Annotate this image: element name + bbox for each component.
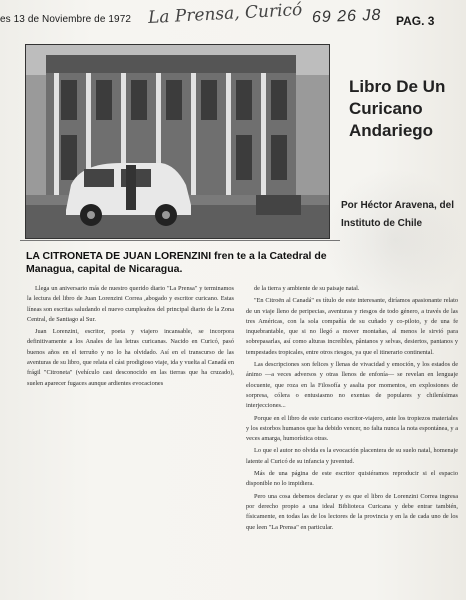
byline-line: Instituto de Chile <box>341 218 423 229</box>
article-byline <box>341 197 465 233</box>
paragraph: Pero una cosa debemos declarar y es que el libro de Lorenzini Correa ingresa por derecho propio a una ideal Biblioteca Curicana y debe entrar también, físicamente, en todas las de los lectores de la provincia y en la de cada uno de los que leen "La Prensa" en particular. <box>246 492 458 531</box>
article-column-1 <box>27 284 234 391</box>
divider <box>20 240 340 241</box>
article-title-line: Libro De Un <box>349 77 446 96</box>
article-column-2 <box>246 284 458 535</box>
byline-line: Por Héctor Aravena, del <box>341 200 455 211</box>
paragraph: Porque en el libro de este curicano escritor-viajero, ante los tropiezos materiales y los estorbos humanos que ha debido vencer, no falta nunca la nota espontánea, y a veces amarga, humorística otras. <box>246 414 458 443</box>
paragraph: "En Citroën al Canadá" es título de este interesante, diríamos apasionante relato de un viaje lleno de peripecias, aventuras y riesgos de todo género, a través de las tres Américas, con la sola compañía de su cuñado y co-piloto, y de una fe inquebrantable, que si no llegó a mover montañas, al menos le sirvió para sobrepasarlas, así como alturas increíbles, pântanos y selvas, desiertos, pantanos y tempestades tropicales, entre otros riesgos, ya que el itinerario continental. <box>246 297 458 356</box>
paragraph: Lo que el autor no olvida es la evocación placentera de su suelo natal, homenaje latente al Curicó de su infancia y juventud. <box>246 447 458 465</box>
paragraph: Las descripciones son felices y llenas de vivacidad y emoción, y los estados de ánimo —a veces adversos y otras llenos de enfonía— se revelan en lenguaje elocuente, que roza en la Filosofía y asalta por momentos, en explosiones de sorpresa, cólera o entusiasmo no exentas de populares y chilenísimas interjecciones... <box>246 361 458 410</box>
article-title <box>349 76 465 142</box>
article-photo <box>25 44 330 239</box>
photo-caption: LA CITRONETA DE JUAN LORENZINI fren te a la Catedral de Managua, capital de Nicaragua. <box>26 250 327 275</box>
paragraph: Más de una página de este escritor quisiéramos reproducir si el espacio disponible no lo impidiera. <box>246 470 458 488</box>
photo-cathedral-car-icon <box>26 45 329 238</box>
header-date: es 13 de Noviembre de 1972 <box>0 14 132 25</box>
article-title-line: Andariego <box>349 121 434 140</box>
paragraph: Llega un aniversario más de nuestro querido diario "La Prensa" y terminamos la lectura del libro de Juan Lorenzini Correa ,abogado y escritor curicano. Estas líneas son escritas saludando el nuevo cumpleaños del principal diario de la Zona Central, de Santiago al Sur. <box>27 285 234 323</box>
handwritten-paper-name: La Prensa, Curicó <box>147 0 303 29</box>
paragraph: Juan Lorenzini, escritor, poeta y viajero incansable, se incorpora definitivamente a los Anales de las letras curicanas. Nacido en Curicó, pasó buenos años en el terruño y no lo ha olvidado. Así en el transcurso de las aventuras de su libro, que relata el cási prodigioso viaje, ida y vuelta al Canadá en frágil "Citroneta" (vehículo casi desconocido en las tierras que ha cruzado), suelen aparecer fugaces aunque ardientes evocaciones <box>27 328 234 387</box>
handwritten-code: 69 26 J8 <box>311 6 382 27</box>
page-number: PAG. 3 <box>396 14 435 28</box>
article-title-line: Curicano <box>349 99 423 118</box>
paragraph: de la tierra y ambiente de su paisaje natal. <box>254 285 360 292</box>
